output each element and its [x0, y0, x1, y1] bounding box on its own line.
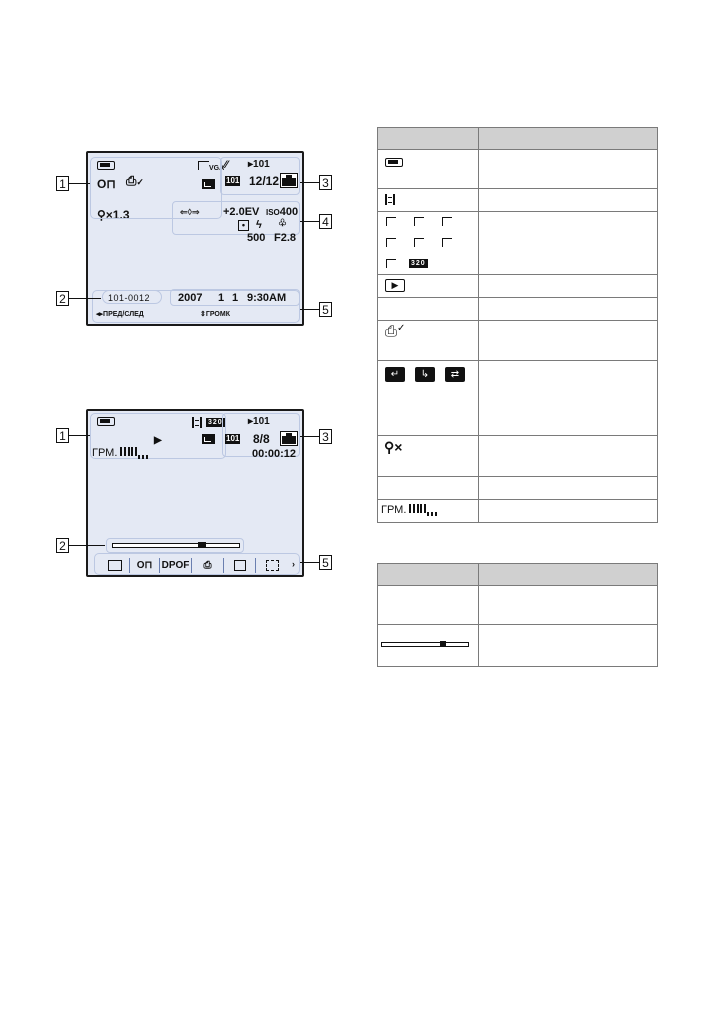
- playback-position-marker[interactable]: [198, 542, 206, 548]
- folder-badge: 101: [226, 434, 240, 443]
- row-play-icon-cell: [378, 275, 479, 298]
- table-row: [378, 500, 658, 523]
- macro-icon: ♧: [278, 218, 287, 229]
- row-playback-bar-cell: [378, 625, 479, 667]
- image-size-icon: [386, 238, 396, 247]
- leader-1-still: [69, 183, 90, 184]
- table-header-indicator: [378, 128, 479, 150]
- film-icon: [385, 194, 395, 205]
- time-value: 9:30AM: [247, 292, 287, 304]
- callout-1-movie: 1: [56, 428, 69, 443]
- image-size-icon: [414, 238, 424, 247]
- resize-icon: [266, 560, 279, 571]
- recording-folder-icon: ▸101: [248, 416, 270, 427]
- table-row: [378, 212, 658, 275]
- image-size-icon: [442, 238, 452, 247]
- date-day: 1: [232, 292, 239, 304]
- row-empty-cell: [378, 477, 479, 500]
- leader-2-still: [69, 298, 101, 299]
- callout-5-movie: 5: [319, 555, 332, 570]
- callout-2-movie: 2: [56, 538, 69, 553]
- elapsed-time: 00:00:12: [252, 448, 297, 460]
- table-row: [378, 298, 658, 321]
- playback-bar-icon: [381, 642, 469, 647]
- slideshow-icon: [234, 560, 246, 571]
- volume-indicator: ГРМ.: [381, 504, 438, 516]
- date-month: 1: [218, 292, 225, 304]
- toolbar-print-button[interactable]: [192, 558, 224, 573]
- callout-2-still: 2: [56, 291, 69, 306]
- movie-playback-screen: [86, 409, 304, 577]
- iso-value: ISO400: [266, 206, 299, 218]
- table-row: [378, 477, 658, 500]
- table-header-indicator: [378, 564, 479, 586]
- table-row: [378, 361, 658, 436]
- callout-3-still: 3: [319, 175, 332, 190]
- toolbar-slideshow-button[interactable]: [224, 558, 256, 573]
- folder-badge: 101: [226, 176, 240, 185]
- table-header-meaning: [478, 564, 657, 586]
- leader-3-still: [300, 182, 319, 183]
- leader-1-movie: [69, 435, 90, 436]
- image-size-icon: [414, 217, 424, 226]
- row-folder-change-cell: [378, 361, 479, 436]
- play-icon: ▶: [154, 435, 162, 446]
- indicator-table-1: [377, 127, 658, 523]
- toolbar-protect-button[interactable]: [130, 558, 160, 573]
- row-battery-icon-cell: [378, 150, 479, 189]
- row-volume-cell: [378, 500, 479, 523]
- folder-icon: [108, 560, 122, 571]
- folder-both-icon: ⇄: [445, 367, 465, 382]
- still-playback-screen: [86, 151, 304, 326]
- row-print-order-cell: [378, 321, 479, 361]
- row-empty-cell: [378, 298, 479, 321]
- battery-icon: [385, 158, 403, 167]
- table-row: [378, 275, 658, 298]
- memory-card-icon: [280, 431, 298, 446]
- row-meaning-cell: [478, 436, 657, 477]
- print-icon: ⎙: [203, 560, 212, 571]
- leader-2-movie: [69, 545, 105, 546]
- callout-5-still: 5: [319, 302, 332, 317]
- file-number: 101-0012: [108, 293, 151, 303]
- table-row: [378, 150, 658, 189]
- protect-key-icon: O⊓: [136, 560, 153, 571]
- white-balance-icon: ⇐◊⇒: [180, 207, 200, 217]
- flash-icon: ϟ: [256, 219, 262, 231]
- memory-card-icon: [280, 173, 298, 188]
- toolbar-dpof-button[interactable]: DPOF: [160, 558, 192, 573]
- zoom-indicator: ⚲×1.3: [97, 208, 130, 222]
- play-icon: ▶: [385, 279, 405, 292]
- row-film-icon-cell: [378, 189, 479, 212]
- shutter-speed: 500: [247, 232, 266, 244]
- table-header-row: [378, 128, 658, 150]
- table-header-row: [378, 564, 658, 586]
- row-meaning-cell: [478, 212, 657, 275]
- table-header-meaning: [478, 128, 657, 150]
- table-row: [378, 189, 658, 212]
- battery-icon: [97, 417, 115, 426]
- row-meaning-cell: [478, 361, 657, 436]
- table-row: [378, 321, 658, 361]
- protect-key-icon: O⊓: [97, 177, 115, 191]
- toolbar-folder-button[interactable]: [100, 558, 130, 573]
- folder-back-icon: ↵: [385, 367, 405, 382]
- recording-folder-icon: ▸101: [248, 159, 270, 170]
- leader-4-still: [300, 221, 319, 222]
- image-size-icon: [442, 217, 452, 226]
- toolbar-more-arrow[interactable]: ›: [292, 559, 295, 569]
- print-order-icon: ⎙✓: [126, 173, 144, 188]
- zoom-icon: ⚲×: [384, 439, 403, 455]
- row-meaning-cell: [478, 500, 657, 523]
- image-count: 8/8: [253, 432, 270, 446]
- image-size-icon: [386, 217, 396, 226]
- movie-film-icon: [192, 417, 202, 428]
- image-count: 12/12: [249, 174, 280, 188]
- table-row: [378, 625, 658, 667]
- leader-5-movie: [300, 562, 319, 563]
- row-meaning-cell: [478, 150, 657, 189]
- callout-1-still: 1: [56, 176, 69, 191]
- row-meaning-cell: [478, 625, 657, 667]
- toolbar-resize-button[interactable]: [256, 558, 288, 573]
- print-order-icon: ⎙✓: [385, 323, 406, 340]
- indicator-table-2: [377, 563, 658, 667]
- folder-forward-icon: ↳: [415, 367, 435, 382]
- row-image-size-icons-cell: [378, 212, 479, 275]
- date-year: 2007: [178, 292, 203, 304]
- row-meaning-cell: [478, 586, 657, 625]
- playback-toolbar: [100, 555, 288, 573]
- row-meaning-cell: [478, 477, 657, 500]
- volume-bars: [409, 504, 438, 516]
- recording-mode-icon: ⁄⁄: [224, 159, 228, 171]
- leader-3-movie: [300, 436, 319, 437]
- callout-4-still: 4: [319, 214, 332, 229]
- table-row: [378, 586, 658, 625]
- volume-hint: ⇕ГРОМК: [200, 311, 230, 318]
- metering-icon: •: [238, 220, 249, 231]
- row-meaning-cell: [478, 275, 657, 298]
- volume-bars: [120, 447, 149, 459]
- size-320-icon: 320: [411, 260, 426, 267]
- row-meaning-cell: [478, 189, 657, 212]
- volume-indicator: ГРМ.: [92, 447, 149, 459]
- row-meaning-cell: [478, 298, 657, 321]
- aperture-value: F2.8: [274, 232, 297, 244]
- movie-size-icon: 320: [208, 419, 223, 426]
- row-meaning-cell: [478, 321, 657, 361]
- prev-next-hint: ◂▸ПРЕД/СЛЕД: [96, 311, 144, 318]
- folder-change-icon: [202, 434, 215, 444]
- image-size-icon: VGA: [198, 161, 224, 175]
- playback-position-marker: [440, 641, 446, 647]
- leader-5-still: [300, 309, 319, 310]
- table-row: [378, 436, 658, 477]
- callout-3-movie: 3: [319, 429, 332, 444]
- row-zoom-cell: [378, 436, 479, 477]
- row-empty-cell: [378, 586, 479, 625]
- image-size-icon: [386, 259, 396, 268]
- exposure-value: +2.0EV: [223, 206, 260, 218]
- playback-progress-bar[interactable]: [112, 543, 240, 548]
